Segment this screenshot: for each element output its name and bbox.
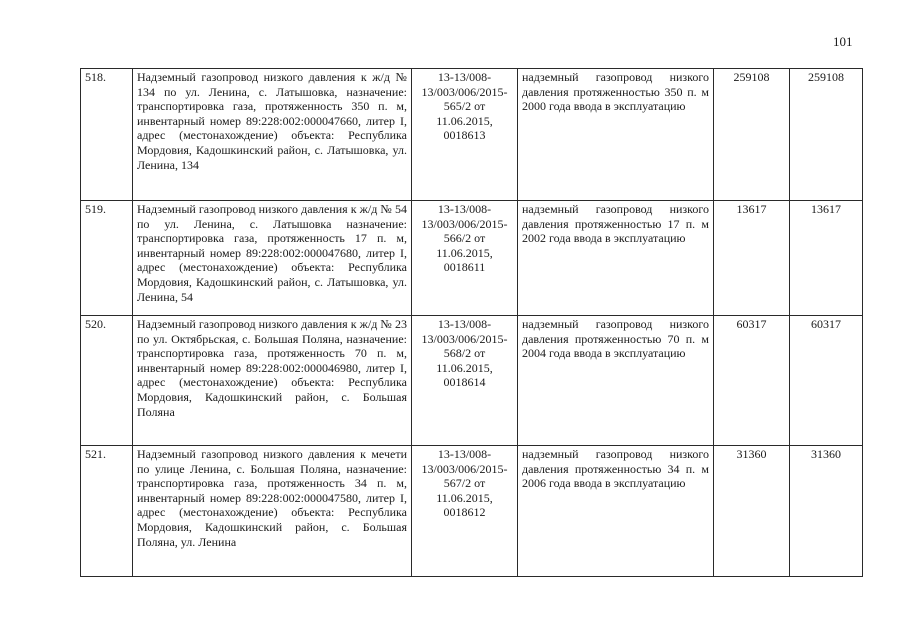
registration-record: 13-13/008-13/003/006/2015-565/2 от 11.06.2015, 0018613: [412, 69, 518, 201]
table-row: [81, 69, 863, 201]
value-cell-1: 13617: [714, 201, 790, 316]
object-characteristics: надземный газопровод низкого давления протяженностью 350 п. м 2000 года ввода в эксплуатацию: [518, 69, 714, 201]
row-number: 520.: [81, 316, 133, 446]
value-cell-2: 13617: [790, 201, 863, 316]
registration-record: 13-13/008-13/003/006/2015-568/2 от 11.06.2015, 0018614: [412, 316, 518, 446]
value-cell-2: 259108: [790, 69, 863, 201]
value-cell-2: 60317: [790, 316, 863, 446]
object-characteristics: надземный газопровод низкого давления протяженностью 17 п. м 2002 года ввода в эксплуатацию: [518, 201, 714, 316]
property-register-table: [80, 68, 863, 577]
page-number: 101: [833, 34, 853, 49]
object-description: Надземный газопровод низкого давления к мечети по улице Ленина, с. Большая Поляна, назначение: транспортировка газа, протяженность 34 п. м, инвентарный номер 89:228:002:000047580, литер I, адрес (местонахождение) объекта: Республика Мордовия, Кадошкинский район, с. Большая Поляна, ул. Ленина: [133, 446, 412, 577]
object-description: Надземный газопровод низкого давления к ж/д № 134 по ул. Ленина, с. Латышовка, назначение: транспортировка газа, протяженность 350 п. м, инвентарный номер 89:228:002:000047660, литер I, адрес (местонахождение) объекта: Республика Мордовия, Кадошкинский район, с. Латышовка, ул. Ленина, 134: [133, 69, 412, 201]
table-row: [81, 446, 863, 577]
object-description: Надземный газопровод низкого давления к ж/д № 23 по ул. Октябрьская, с. Большая Поляна, назначение: транспортировка газа, протяженность 70 п. м, инвентарный номер 89:228:002:000046980, литер I, адрес (местонахождение) объекта: Республика Мордовия, Кадошкинский район, с. Большая Поляна: [133, 316, 412, 446]
object-description: Надземный газопровод низкого давления к ж/д № 54 по ул. Ленина, с. Латышовка назначение: транспортировка газа, протяженность 17 п. м, инвентарный номер 89:228:002:000047680, литер I, адрес (местонахождение) объекта: Республика Мордовия, Кадошкинский район, с. Латышовка, ул. Ленина, 54: [133, 201, 412, 316]
registration-record: 13-13/008-13/003/006/2015-567/2 от 11.06.2015, 0018612: [412, 446, 518, 577]
value-cell-1: 259108: [714, 69, 790, 201]
row-number: 519.: [81, 201, 133, 316]
table-row: [81, 201, 863, 316]
registration-record: 13-13/008-13/003/006/2015-566/2 от 11.06.2015, 0018611: [412, 201, 518, 316]
value-cell-2: 31360: [790, 446, 863, 577]
row-number: 521.: [81, 446, 133, 577]
object-characteristics: надземный газопровод низкого давления протяженностью 34 п. м 2006 года ввода в эксплуатацию: [518, 446, 714, 577]
row-number: 518.: [81, 69, 133, 201]
value-cell-1: 60317: [714, 316, 790, 446]
object-characteristics: надземный газопровод низкого давления протяженностью 70 п. м 2004 года ввода в эксплуатацию: [518, 316, 714, 446]
value-cell-1: 31360: [714, 446, 790, 577]
table-row: [81, 316, 863, 446]
